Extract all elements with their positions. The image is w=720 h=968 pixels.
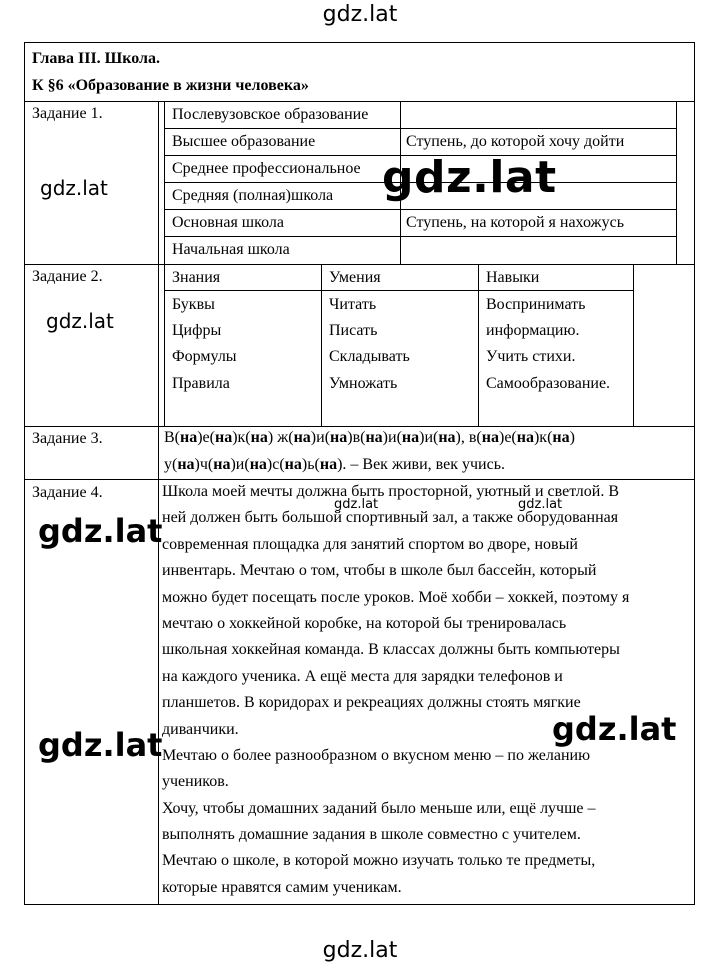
- watermark-bottom: gdz.lat: [322, 938, 398, 963]
- level-basic: Основная школа: [172, 214, 284, 231]
- watermark: gdz.lat: [382, 152, 557, 203]
- inserted-particle: на: [177, 456, 195, 473]
- proverb-text: )е(: [197, 429, 215, 446]
- watermark: gdz.lat: [552, 710, 677, 748]
- essay-line: учеников.: [162, 773, 229, 791]
- watermark: gdz.lat: [40, 176, 108, 200]
- watermark: gdz.lat: [334, 497, 379, 512]
- inserted-particle: на: [250, 429, 268, 446]
- essay-line: выполнять домашние задания в школе совместно с учителем.: [162, 826, 581, 844]
- table-cell: Читать: [329, 296, 377, 313]
- essay-line: которые нравятся самим ученикам.: [162, 878, 402, 896]
- proverb-text: )и(: [382, 429, 402, 446]
- section-title: К §6 «Образование в жизни человека»: [32, 77, 309, 94]
- proverb-text: у(: [164, 456, 178, 473]
- column-skills: Навыки: [486, 269, 540, 286]
- watermark: gdz.lat: [38, 726, 163, 764]
- inserted-particle: на: [401, 429, 420, 446]
- essay-line: на каждого ученика. А ещё места для зарядки телефонов и: [162, 667, 563, 685]
- table-cell: Складывать: [329, 348, 410, 365]
- level-primary: Начальная школа: [172, 241, 290, 258]
- inserted-particle: на: [213, 456, 231, 473]
- inserted-particle: на: [516, 429, 534, 446]
- inserted-particle: на: [293, 429, 311, 446]
- essay-line: Мечтаю о более разнообразном о вкусном меню – по желанию: [162, 746, 591, 764]
- task3-proverb-line2: [164, 455, 505, 475]
- proverb-text: ): [569, 429, 575, 446]
- proverb-text: )и(: [419, 429, 439, 446]
- column-abilities: Умения: [329, 269, 381, 286]
- table-cell: Умножать: [329, 375, 398, 392]
- proverb-text: )е(: [498, 429, 517, 446]
- watermark: gdz.lat: [38, 512, 163, 550]
- watermark: gdz.lat: [46, 309, 114, 333]
- table-cell: информацию.: [486, 322, 580, 339]
- task4-label: Задание 4.: [32, 484, 103, 501]
- proverb-text: )с(: [266, 456, 285, 473]
- proverb-text: ).: [337, 456, 347, 473]
- inserted-particle: на: [330, 429, 348, 446]
- table-cell: Цифры: [172, 322, 222, 339]
- inserted-particle: на: [180, 429, 198, 446]
- note-current-level: Ступень, на которой я нахожусь: [406, 214, 624, 231]
- essay-line: Школа моей мечты должна быть просторной, уютный и светлой. В: [162, 483, 620, 500]
- inserted-particle: на: [284, 456, 302, 473]
- inserted-particle: на: [552, 429, 570, 446]
- table-cell: Самообразование.: [486, 375, 611, 392]
- essay-line: инвентарь. Мечтаю о том, чтобы в школе был бассейн, который: [162, 562, 597, 580]
- essay-line: планшетов. В коридорах и рекреациях должны стоять мягкие: [162, 694, 581, 712]
- note-target-level: Ступень, до которой хочу дойти: [406, 133, 625, 150]
- inserted-particle: на: [438, 429, 456, 446]
- proverb-text: )и(: [230, 456, 250, 473]
- proverb-text: ), в(: [455, 429, 482, 446]
- proverb-text: )в(: [347, 429, 366, 446]
- inserted-particle: на: [481, 429, 499, 446]
- table-cell: Буквы: [172, 296, 215, 313]
- table-cell: Формулы: [172, 348, 237, 365]
- essay-line: Хочу, чтобы домашних заданий было меньше или, ещё лучше –: [162, 799, 596, 817]
- essay-line: диванчики.: [162, 720, 239, 738]
- level-secondary-professional: Среднее профессиональное: [172, 160, 361, 177]
- column-knowledge: Знания: [172, 269, 221, 286]
- essay-line: можно будет посещать после уроков. Моё хобби – хоккей, поэтому я: [162, 588, 630, 606]
- task3-label: Задание 3.: [32, 430, 103, 447]
- table-cell: Писать: [329, 322, 378, 339]
- inserted-particle: на: [319, 456, 338, 473]
- essay-line: школьная хоккейная команда. В классах должны быть компьютеры: [162, 641, 620, 659]
- proverb-text: – Век живи, век учись.: [346, 456, 506, 473]
- task1-label: Задание 1.: [32, 105, 103, 122]
- inserted-particle: на: [214, 429, 233, 446]
- proverb-text: В(: [164, 429, 180, 446]
- inserted-particle: на: [365, 429, 383, 446]
- inserted-particle: на: [249, 456, 267, 473]
- proverb-text: )и(: [310, 429, 331, 446]
- proverb-text: )ь(: [301, 456, 320, 473]
- table-cell: Учить стихи.: [486, 348, 576, 365]
- proverb-text: )к(: [232, 429, 251, 446]
- task3-proverb-line1: [164, 428, 575, 448]
- proverb-text: )ч(: [194, 456, 214, 473]
- task4-essay: [162, 479, 692, 901]
- task2-label: Задание 2.: [32, 268, 103, 285]
- table-cell: Правила: [172, 375, 230, 392]
- watermark: gdz.lat: [518, 497, 563, 512]
- chapter-title: Глава III. Школа.: [32, 50, 161, 67]
- proverb-text: )к(: [533, 429, 553, 446]
- essay-line: ней должен быть большой спортивный зал, а также оборудованная: [162, 509, 619, 527]
- essay-line: Мечтаю о школе, в которой можно изучать только те предметы,: [162, 852, 596, 870]
- essay-line: мечтаю о хоккейной коробке, на которой бы тренировалась: [162, 614, 567, 632]
- proverb-text: ) ж(: [267, 429, 294, 446]
- watermark-top: gdz.lat: [322, 2, 398, 27]
- level-postgraduate: Послевузовское образование: [172, 106, 369, 123]
- essay-line: современная площадка для занятий спортом во дворе, новый: [162, 535, 578, 553]
- level-secondary-full: Средняя (полная)школа: [172, 187, 334, 204]
- table-cell: Воспринимать: [486, 296, 586, 313]
- level-higher: Высшее образование: [172, 133, 316, 150]
